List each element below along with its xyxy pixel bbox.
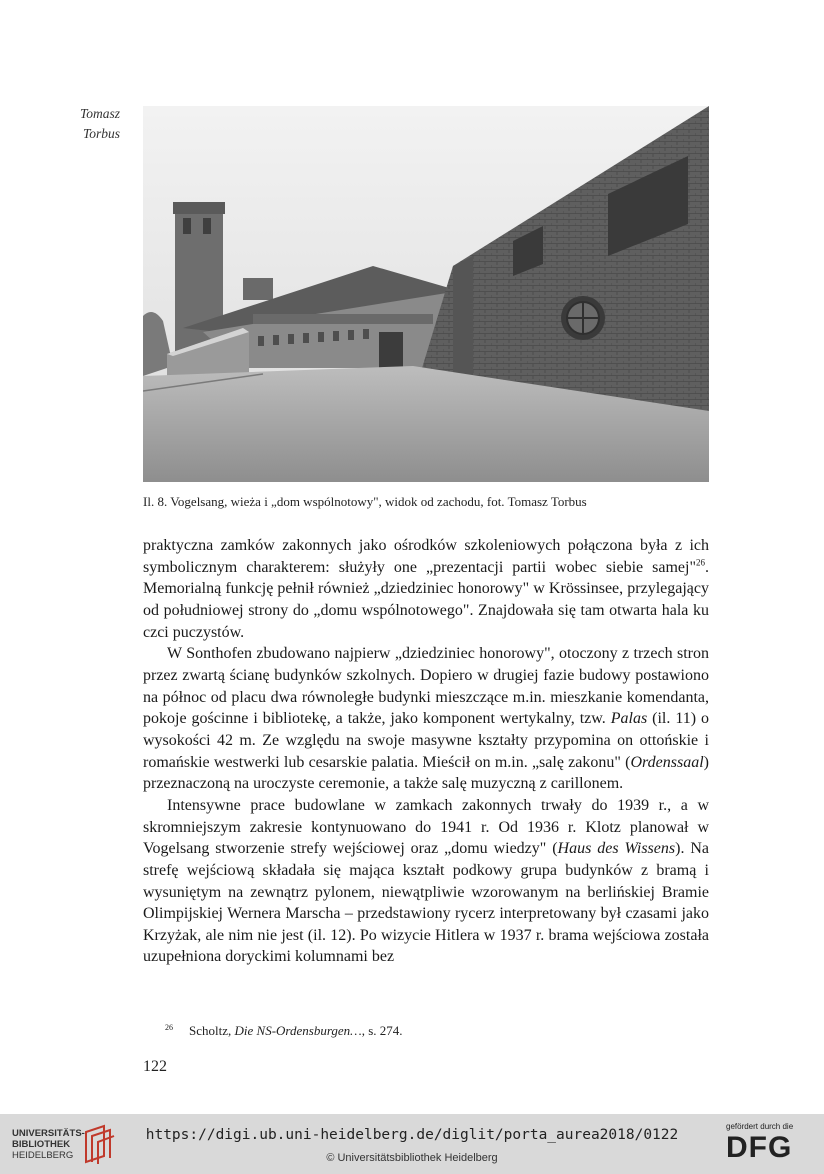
dfg-logo[interactable] [726, 1122, 816, 1164]
p3-text-b: ). Na strefę wejściową składała się mająca kształt podkowy grupa budynków z bramą i wysuniętym na zewnątrz pylonem, niewątpliwie wzorowanym na berlińskiej Bramie Olimpijskiej Wernera Marscha – przedstawiony rycerz interpretowany był czasami jako Krzyżak, ale nim nie jest (il. 12). Po wizycie Hitlera w 1937 r. brama wejściowa została uzupełniona doryckimi kolumnami bez [143, 840, 710, 966]
footnote-ref-26: 26 [696, 557, 705, 568]
running-head-author [40, 104, 120, 144]
dfg-funded-by: gefördert durch die [726, 1122, 794, 1131]
paragraph-2 [143, 643, 709, 795]
footnote-rest: , s. 274. [361, 1023, 403, 1038]
page-url-link[interactable]: https://digi.ub.uni-heidelberg.de/diglit/porta_aurea2018/0122 [145, 1127, 679, 1143]
footnote-number: 26 [165, 1023, 173, 1032]
p3-italic-haus-des-wissens: Haus des Wissens [557, 840, 676, 858]
p2-text-c: ) przeznaczoną na uroczyste ceremonie, a także salę muzyczną z carillonem. [143, 753, 709, 793]
figure-caption: Il. 8. Vogelsang, wieża i „dom wspólnotowy", widok od zachodu, fot. Tomasz Torbus [143, 494, 587, 509]
footer-bar [0, 1114, 824, 1174]
p1-text-b: . Memorialną funkcję pełnił również „dziedziniec honorowy" w Krössinsee, przylegający od południowej strony do „domu wspólnotowego". Znajdowała się tam otwarta hala ku czci puczystów. [143, 558, 709, 641]
body-text [143, 535, 709, 968]
paragraph-1 [143, 535, 709, 643]
ub-logo-line3: HEIDELBERG [12, 1150, 74, 1161]
p1-text-a: praktyczna zamków zakonnych jako ośrodków szkoleniowych połączona była z ich symbolicznym charakterem: służyły one „prezentacji partii wobec siebie samej" [143, 537, 709, 576]
author-last-name: Torbus [82, 126, 120, 141]
ub-logo-line2: BIBLIOTHEK [12, 1139, 71, 1150]
p2-italic-palas: Palas [610, 710, 648, 728]
page-number: 122 [143, 1058, 167, 1075]
footnote-author: Scholtz, [189, 1023, 235, 1038]
footnote-title: Die NS-Ordensburgen… [234, 1023, 362, 1038]
p2-italic-ordenssaal: Ordenssaal [630, 753, 704, 771]
ub-logo-line1: UNIVERSITÄTS- [12, 1128, 85, 1139]
copyright-notice: © Universitätsbibliothek Heidelberg [326, 1152, 498, 1164]
author-first-name: Tomasz [79, 106, 120, 121]
paragraph-3 [143, 795, 709, 968]
p2-text-a: W Sonthofen zbudowano najpierw „dziedziniec honorowy", otoczony z trzech stron przez zwartą ścianę budynków szkolnych. Dopiero w drugiej fazie budowy postawiono na północ od placu dwa równoległe budynki mieszczące m.in. mieszkanie komendanta, pokoje gościnne i bibliotekę, a także, jako komponent wertykalny, tzw. [143, 645, 709, 728]
footnote-26 [165, 1020, 725, 1039]
dfg-wordmark: DFG [726, 1131, 793, 1164]
p2-text-b: (il. 11) o wysokości 42 m. Ze względu na swoje masywne kształty przypomina on ottońskie i romańskie westwerki lub cesarskie palatia. Mieścił on m.in. „salę zakonu" ( [143, 710, 710, 771]
figure-photo-vogelsang [143, 106, 709, 482]
p3-text-a: Intensywne prace budowlane w zamkach zakonnych trwały do 1939 r., a w skromniejszym zakresie kontynuowano do 1941 r. Od 1936 r. Klotz planował w Vogelsang stworzenie strefy wejściowej oraz „domu wiedzy" ( [143, 796, 709, 858]
